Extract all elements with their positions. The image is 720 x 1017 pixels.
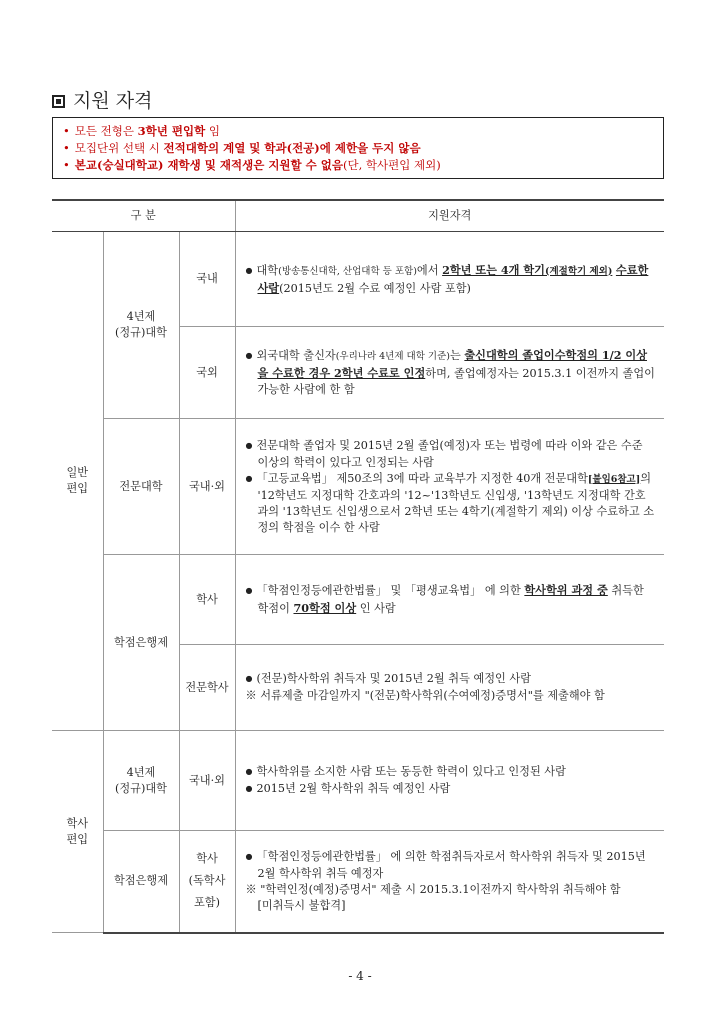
notice-line-1: • 모든 전형은 3학년 편입학 임 [63, 123, 653, 140]
eligibility-table [52, 199, 664, 934]
type-credit-bank: 학점은행제 [103, 555, 179, 731]
section-title [52, 86, 152, 113]
type-junior-college: 전문대학 [103, 419, 179, 555]
header-requirement: 지원자격 [235, 200, 664, 232]
sub-associate: 전문학사 [179, 645, 235, 731]
section-title-text: 지원 자격 [73, 90, 153, 112]
group-bachelor: 학사 편입 [52, 731, 103, 933]
sub-bachelor: 학사 [179, 555, 235, 645]
req-foreign: ● 외국대학 출신자(우리나라 4년제 대학 기준)는 출신대학의 졸업이수학점의 1/2 이상을 수료한 경우 2학년 수료로 인정하며, 졸업예정자는 2015.3.1 이전까지 졸업이 가능한 사람에 한 함 [235, 327, 664, 419]
notice-box [52, 117, 664, 179]
notice-line-3: • 본교(숭실대학교) 재학생 및 재적생은 지원할 수 없음(단, 학사편입 제외) [63, 157, 653, 174]
sub-bachelor-incl: 학사 (독학사 포함) [179, 831, 235, 933]
req-bachelor-credit-bank: ● 「학점인정등에관한법률」 에 의한 학점취득자로서 학사학위 취득자 및 2015년 2월 학사학위 취득 예정자 ※ "학력인정(예정)증명서" 제출 시 2015.3.1이전까지 학사학위 취득해야 함 [미취득시 불합격] [235, 831, 664, 933]
type-four-year-b: 4년제 (정규)대학 [103, 731, 179, 831]
sub-dom-foreign-b: 국내·외 [179, 731, 235, 831]
req-bachelor-four-year: ● 학사학위를 소지한 사람 또는 동등한 학력이 있다고 인정된 사람 ● 2015년 2월 학사학위 취득 예정인 사람 [235, 731, 664, 831]
page-number: - 4 - [348, 969, 372, 983]
sub-domestic: 국내 [179, 232, 235, 327]
square-bullet-icon [52, 95, 65, 108]
header-category: 구 분 [52, 200, 235, 232]
req-credit-bank-bachelor: ● 「학점인정등에관한법률」 및 「평생교육법」 에 의한 학사학위 과정 중 취득한 학점이 70학점 이상 인 사람 [235, 555, 664, 645]
type-four-year: 4년제 (정규)대학 [103, 232, 179, 419]
req-credit-bank-associate: ● (전문)학사학위 취득자 및 2015년 2월 취득 예정인 사람 ※ 서류제출 마감일까지 "(전문)학사학위(수여예정)증명서"를 제출해야 함 [235, 645, 664, 731]
sub-foreign: 국외 [179, 327, 235, 419]
notice-line-2: • 모집단위 선택 시 전적대학의 계열 및 학과(전공)에 제한을 두지 않음 [63, 140, 653, 157]
sub-dom-foreign: 국내·외 [179, 419, 235, 555]
req-junior-college: ● 전문대학 졸업자 및 2015년 2월 졸업(예정)자 또는 법령에 따라 이와 같은 수준 이상의 학력이 있다고 인정되는 사람 ● 「고등교육법」 제50조의 3에 따라 교육부가 지정한 40개 전문대학[붙임6참고]의 '12학년도 지정대학 간호과의 '12~'13학년도 신입생, '13학년도 지정대학 간호과의 '13학년도 신입생으로서 2학년 또는 4학기(계절학기 제외) 이상 수료하고 소정의 학점을 이수 한 사람 [235, 419, 664, 555]
group-general: 일반 편입 [52, 232, 103, 731]
req-domestic: ● 대학(방송통신대학, 산업대학 등 포함)에서 2학년 또는 4개 학기(계절학기 제외) 수료한 사람(2015년도 2월 수료 예정인 사람 포함) [235, 232, 664, 327]
type-credit-bank-b: 학점은행제 [103, 831, 179, 933]
